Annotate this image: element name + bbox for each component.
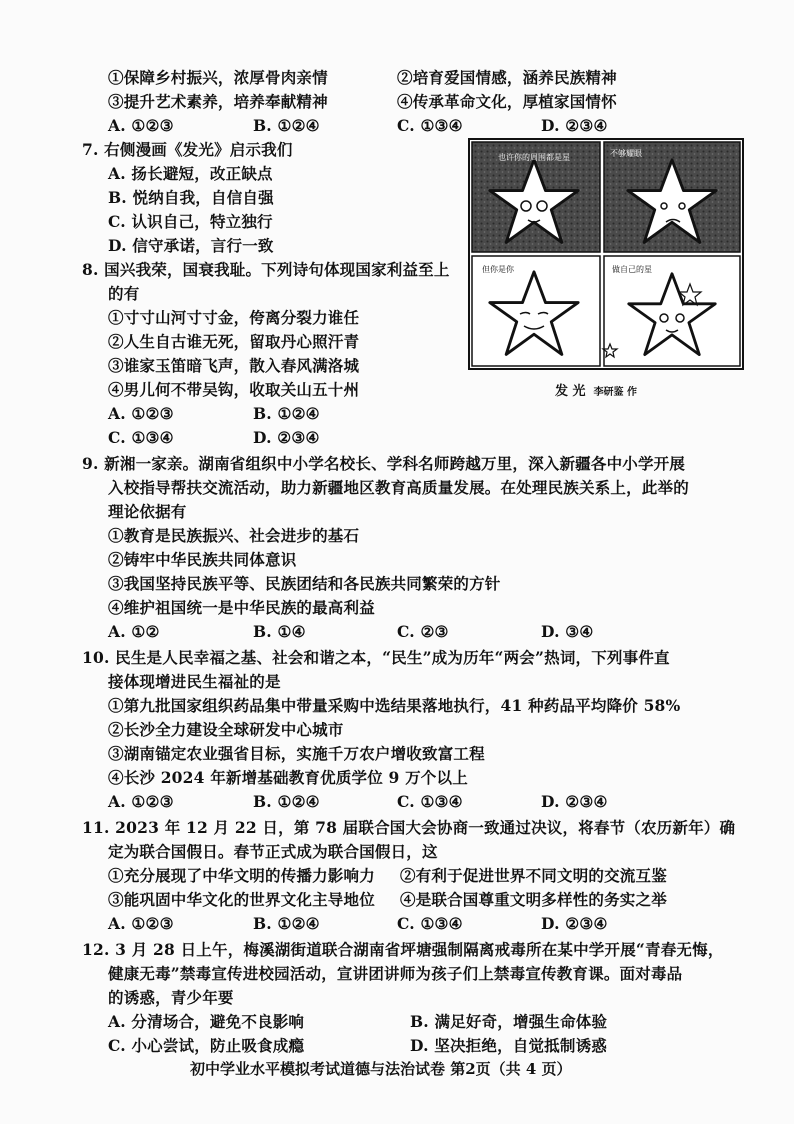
q10-stem-line1: 10. 民生是人民幸福之基、社会和谐之本，“民生”成为历年“两会”热词，下列事件直 bbox=[82, 648, 670, 667]
q9-choice-d: D. ③④ bbox=[541, 622, 594, 641]
q11-choice-b: B. ①②④ bbox=[253, 914, 320, 933]
q9-option-3: ③我国坚持民族平等、民族团结和各民族共同繁荣的方针 bbox=[108, 574, 501, 593]
q9-stem-line2: 入校指导帮扶交流活动，助力新疆地区教育高质量发展。在处理民族关系上，此举的 bbox=[108, 478, 689, 497]
q11-stem-line2: 定为联合国假日。春节正式成为联合国假日，这 bbox=[108, 842, 438, 861]
q11-choice-a: A. ①②③ bbox=[108, 914, 174, 933]
q6-option-3: ③提升艺术素养，培养奉献精神 bbox=[108, 92, 328, 111]
q11-option-2: ②有利于促进世界不同文明的交流互鉴 bbox=[400, 866, 667, 885]
panel2-text: 不够耀眼 bbox=[610, 149, 642, 158]
q8-choice-b: B. ①②④ bbox=[253, 404, 320, 423]
q10-stem-line2: 接体现增进民生福祉的是 bbox=[108, 672, 281, 691]
q10-option-3: ③湖南锚定农业强省目标，实施千万农户增收致富工程 bbox=[108, 744, 485, 763]
q8-choice-c: C. ①③④ bbox=[108, 428, 174, 447]
q11-option-1: ①充分展现了中华文明的传播力影响力 bbox=[108, 866, 375, 885]
cartoon-caption bbox=[555, 380, 637, 399]
q7-choice-a: A. 扬长避短，改正缺点 bbox=[108, 164, 273, 183]
q8-option-1: ①寸寸山河寸寸金，侉离分裂力谁任 bbox=[108, 308, 360, 327]
q12-choice-b: B. 满足好奇，增强生命体验 bbox=[410, 1012, 608, 1031]
q9-option-4: ④维护祖国统一是中华民族的最高利益 bbox=[108, 598, 375, 617]
q11-choice-d: D. ②③④ bbox=[541, 914, 608, 933]
q7-choice-d: D. 信守承诺，言行一致 bbox=[108, 236, 274, 255]
panel4-text: 做自己的星 bbox=[612, 265, 652, 274]
q10-choice-d: D. ②③④ bbox=[541, 792, 608, 811]
panel1-text: 也许你的周围都是星 bbox=[498, 153, 570, 162]
q12-choice-d: D. 坚决拒绝，自觉抵制诱惑 bbox=[410, 1036, 607, 1055]
q9-choice-a: A. ①② bbox=[108, 622, 160, 641]
q6-choice-d: D. ②③④ bbox=[541, 116, 608, 135]
q11-choice-c: C. ①③④ bbox=[397, 914, 463, 933]
q8-option-2: ②人生自古谁无死，留取丹心照汗青 bbox=[108, 332, 360, 351]
q10-option-4: ④长沙 2024 年新增基础教育优质学位 9 万个以上 bbox=[108, 768, 468, 787]
q12-choice-c: C. 小心尝试，防止吸食成瘾 bbox=[108, 1036, 305, 1055]
q10-option-1: ①第九批国家组织药品集中带量采购中选结果落地执行，41 种药品平均降价 58% bbox=[108, 696, 681, 715]
q6-choice-c: C. ①③④ bbox=[397, 116, 463, 135]
cartoon-author: 李研鉴 作 bbox=[593, 387, 638, 398]
q8-stem-line1: 8. 国兴我荣，国衰我耻。下列诗句体现国家利益至上 bbox=[82, 260, 450, 279]
q11-option-3: ③能巩固中华文化的世界文化主导地位 bbox=[108, 890, 375, 909]
cartoon-image bbox=[468, 138, 744, 370]
q7-stem: 7. 右侧漫画《发光》启示我们 bbox=[82, 140, 293, 159]
q12-stem-line3: 的诱惑，青少年要 bbox=[108, 988, 234, 1007]
q9-choice-b: B. ①④ bbox=[253, 622, 306, 641]
q6-option-4: ④传承革命文化，厚植家国情怀 bbox=[397, 92, 617, 111]
q8-choice-d: D. ②③④ bbox=[253, 428, 320, 447]
page-footer: 初中学业水平模拟考试道德与法治试卷 第2页（共 4 页） bbox=[190, 1060, 572, 1078]
q9-option-2: ②铸牢中华民族共同体意识 bbox=[108, 550, 297, 569]
q7-choice-c: C. 认识自己，特立独行 bbox=[108, 212, 273, 231]
q8-option-3: ③谁家玉笛暗飞声，散入春风满洛城 bbox=[108, 356, 360, 375]
q8-stem-line2: 的有 bbox=[108, 284, 140, 303]
q10-option-2: ②长沙全力建设全球研发中心城市 bbox=[108, 720, 344, 739]
q12-stem-line1: 12. 3 月 28 日上午，梅溪湖街道联合湖南省坪塘强制隔离戒毒所在某中学开展“青春无悔， bbox=[82, 940, 724, 959]
q9-choice-c: C. ②③ bbox=[397, 622, 449, 641]
q11-option-4: ④是联合国尊重文明多样性的务实之举 bbox=[400, 890, 667, 909]
cartoon-title: 发 光 bbox=[555, 384, 586, 399]
q11-stem-line1: 11. 2023 年 12 月 22 日，第 78 届联合国大会协商一致通过决议，将春节（农历新年）确 bbox=[82, 818, 736, 837]
q12-choice-a: A. 分清场合，避免不良影响 bbox=[108, 1012, 305, 1031]
q6-option-2: ②培育爱国情感，涵养民族精神 bbox=[397, 68, 617, 87]
q9-option-1: ①教育是民族振兴、社会进步的基石 bbox=[108, 526, 360, 545]
q9-stem-line1: 9. 新湘一家亲。湖南省组织中小学名校长、学科名师跨越万里，深入新疆各中小学开展 bbox=[82, 454, 686, 473]
q8-choice-a: A. ①②③ bbox=[108, 404, 174, 423]
q6-choice-b: B. ①②④ bbox=[253, 116, 320, 135]
panel3-text: 但你是你 bbox=[482, 265, 514, 274]
q6-option-1: ①保障乡村振兴，浓厚骨肉亲情 bbox=[108, 68, 328, 87]
q12-stem-line2: 健康无毒”禁毒宣传进校园活动，宣讲团讲师为孩子们上禁毒宣传教育课。面对毒品 bbox=[108, 964, 683, 983]
q7-choice-b: B. 悦纳自我，自信自强 bbox=[108, 188, 274, 207]
q10-choice-b: B. ①②④ bbox=[253, 792, 320, 811]
q9-stem-line3: 理论依据有 bbox=[108, 502, 187, 521]
q10-choice-a: A. ①②③ bbox=[108, 792, 174, 811]
q10-choice-c: C. ①③④ bbox=[397, 792, 463, 811]
q6-choice-a: A. ①②③ bbox=[108, 116, 174, 135]
q8-option-4: ④男儿何不带吴钩，收取关山五十州 bbox=[108, 380, 360, 399]
